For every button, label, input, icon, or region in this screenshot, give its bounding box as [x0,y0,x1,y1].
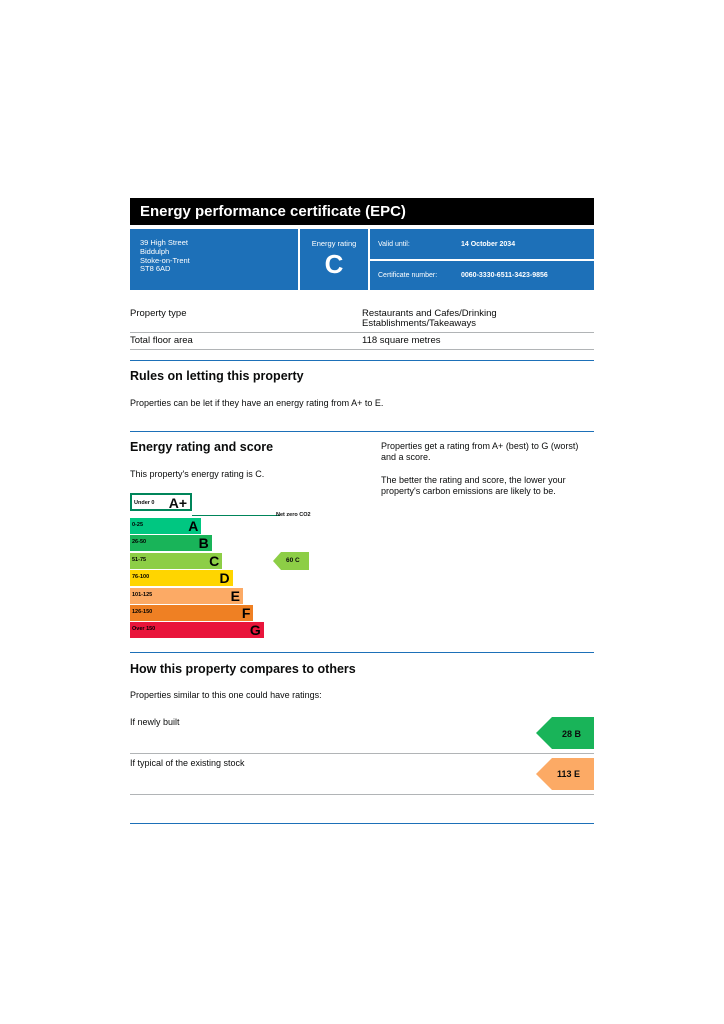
certificate-number-label: Certificate number: [378,272,438,279]
floor-area-value: 118 square metres [362,335,441,346]
address-line: 39 High Street [140,238,188,247]
band-b [130,535,212,551]
band-d [130,570,233,586]
band-range-label: 26-50 [132,539,147,546]
band-a-plus [130,493,192,511]
band-range-label: 126-150 [132,609,153,615]
compare-row-new-build [130,717,594,754]
energy-rating-value: C [324,249,344,279]
band-a [130,518,201,534]
band-c [130,553,222,569]
property-type-row [130,309,594,333]
address-line: ST8 6AD [140,264,171,274]
address-line: Stoke-on-Trent [140,255,190,265]
band-range-label: 51-75 [132,556,147,563]
band-range-label: 101-125 [132,591,153,598]
section-divider [130,360,594,361]
band-f [130,605,253,621]
band-letter: D [219,570,230,587]
property-type-label: Property type [130,308,187,319]
band-range-label: Over 150 [132,626,156,633]
section-divider [130,431,594,432]
compare-badge-text: 28 B [562,729,582,739]
compare-heading: How this property compares to others [130,662,356,676]
valid-until-row [370,229,594,259]
current-rating-label: 60 C [286,557,300,564]
net-zero-line [192,515,280,516]
energy-heading: Energy rating and score [130,440,274,454]
energy-side-text-1: Properties get a rating from A+ (best) to G (worst) and a score. [381,441,579,462]
band-range-label: Under 0 [134,500,155,506]
net-zero-label: Net zero CO2 [276,512,311,518]
valid-until-value: 14 October 2034 [461,241,516,248]
section-divider [130,823,594,824]
band-letter: A+ [168,495,187,511]
page-title: Energy performance certificate (EPC) [130,198,594,225]
compare-row-existing-stock [130,758,594,795]
floor-area-label: Total floor area [130,335,193,346]
section-divider [130,652,594,653]
compare-row-label: If typical of the existing stock [130,758,245,768]
band-letter: C [209,552,220,569]
compare-intro: Properties similar to this one could have ratings: [130,690,322,700]
band-g [130,622,264,638]
band-e [130,588,243,604]
valid-until-label: Valid until: [378,241,410,248]
letting-heading: Rules on letting this property [130,369,304,383]
band-range-label: 76-100 [132,574,150,581]
property-type-value: Restaurants and Cafes/Drinking Establishments/Takeaways [362,308,497,329]
band-letter: G [249,622,261,639]
certificate-number-value: 0060-3330-6511-3423-9856 [461,272,548,279]
certificate-number-row [370,261,594,290]
band-range-label: 0-25 [132,522,144,528]
energy-rating-label: Energy rating [311,239,357,248]
energy-text: This property's energy rating is C. [130,469,265,479]
energy-side-text-2: The better the rating and score, the lower your property's carbon emissions are likely to be. [381,475,566,496]
band-letter: B [198,535,209,552]
band-letter: E [230,587,240,604]
band-letter: A [188,518,199,534]
floor-area-row [130,336,594,350]
energy-rating-box [300,229,368,290]
compare-row-label: If newly built [130,717,180,727]
band-letter: F [241,605,251,621]
address-line: Biddulph [140,246,170,256]
letting-text: Properties can be let if they have an energy rating from A+ to E. [130,398,384,408]
compare-badge-text: 113 E [557,769,581,779]
property-address [130,229,298,290]
